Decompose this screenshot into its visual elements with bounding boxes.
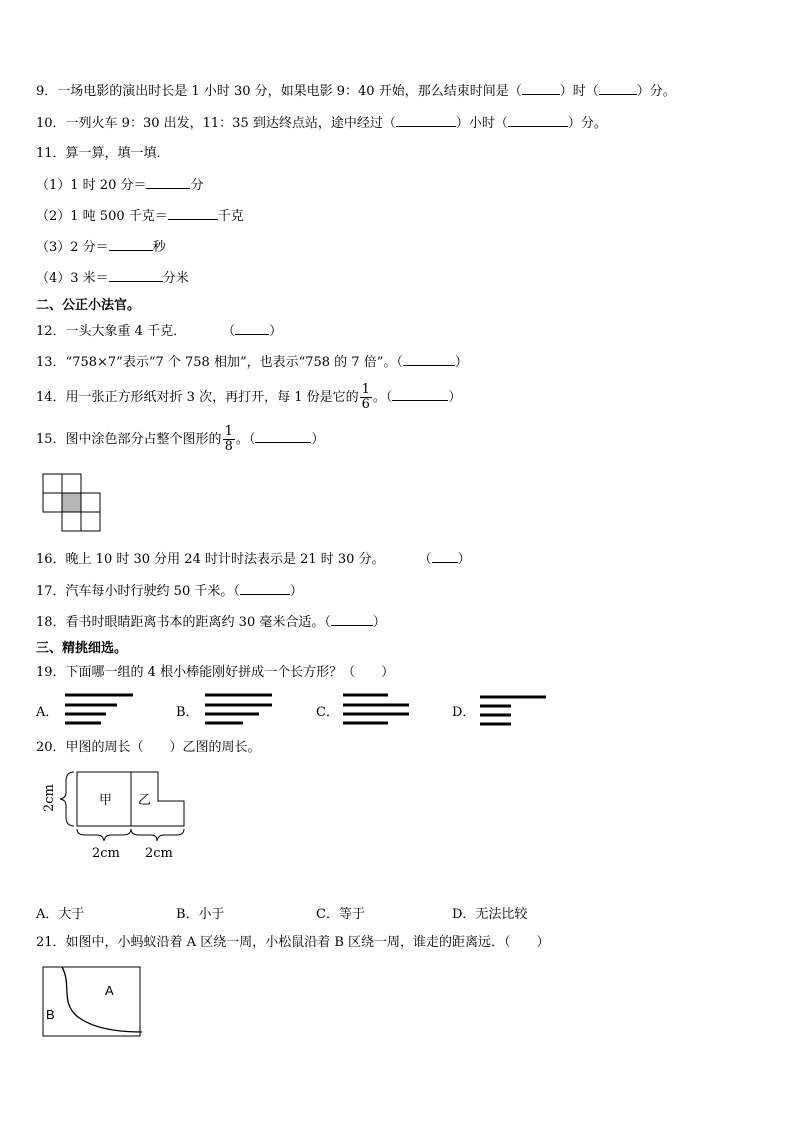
- region-rectangle: [43, 967, 140, 1036]
- question-text: 下面哪一组的 4 根小棒能刚好拼成一个长方形？（ ）: [65, 665, 395, 680]
- option-d[interactable]: D．: [452, 705, 476, 720]
- question-number: 14．: [36, 390, 66, 405]
- option-b[interactable]: B．: [176, 705, 199, 720]
- question-17: 17．汽车每小时行驶约 50 千米。（ ）: [36, 584, 303, 599]
- dimension-height: 2cm: [42, 784, 57, 812]
- question-14: 14．用一张正方形纸对折 3 次，再打开，每 1 份是它的 $\frac{1}{6}$ 。（ ）: [36, 382, 462, 412]
- option-a[interactable]: A．: [36, 705, 59, 720]
- question-15: 15．图中涂色部分占整个图形的 $\frac{1}{8}$ 。（ ）: [36, 424, 325, 454]
- question-number: 9．: [36, 84, 58, 99]
- figure-label-jia: 甲: [99, 793, 113, 808]
- question-text: 如图中，小蚂蚁沿着 A 区绕一周，小松鼠沿着 B 区绕一周，谁走的距离远．（ ）: [65, 935, 550, 950]
- question-text: 一列火车 9：30 出发，11：35 到达终点站，途中经过（: [65, 116, 396, 131]
- region-label-a: A: [105, 983, 114, 998]
- question-text: 看书时眼睛距离书本的距离约 30 毫米合适。（: [65, 615, 331, 630]
- question-text: 一场电影的演出时长是 1 小时 30 分，如果电影 9：40 开始，那么结束时间是（: [57, 84, 522, 99]
- question-number: 20．: [36, 740, 66, 755]
- question-number: 16．: [36, 552, 66, 567]
- question-text: 算一算，填一填．: [65, 146, 170, 161]
- sub-question-4: （4）3 米＝ 分米: [36, 271, 189, 286]
- question-number: 18．: [36, 615, 66, 630]
- question-number: 10．: [36, 116, 66, 131]
- question-12: 12．一头大象重 4 千克． （ ）: [36, 324, 283, 339]
- option-a[interactable]: A．大于: [36, 907, 85, 922]
- question-text: 汽车每小时行驶约 50 千米。（: [65, 584, 240, 599]
- question-10: 10．一列火车 9：30 出发，11：35 到达终点站，途中经过（ ）小时（ ）分。: [36, 116, 607, 131]
- question-text: 一头大象重 4 千克．: [65, 324, 187, 339]
- question-13: 13．“758×7”表示“7 个 758 相加”，也表示“758 的 7 倍”。（ ）: [36, 355, 468, 370]
- question-text: 晚上 10 时 30 分用 24 时计时法表示是 21 时 30 分。: [65, 552, 385, 567]
- fraction: $\frac{1}{6}$: [361, 382, 370, 412]
- question-number: 17．: [36, 584, 66, 599]
- region-curve: [62, 967, 142, 1032]
- question-number: 15．: [36, 432, 66, 447]
- sub-question-2: （2）1 吨 500 千克＝ 千克: [36, 209, 244, 224]
- question-text: “758×7”表示“7 个 758 相加”，也表示“758 的 7 倍”。（: [65, 355, 403, 370]
- question-9: 9．一场电影的演出时长是 1 小时 30 分，如果电影 9：40 开始，那么结束时间是（ ）时（ ）分。: [36, 84, 676, 99]
- sub-question-1: （1）1 时 20 分＝ 分: [36, 178, 204, 193]
- option-d[interactable]: D．无法比较: [452, 907, 528, 922]
- sub-question-3: （3）2 分＝ 秒: [36, 240, 166, 255]
- question-number: 19．: [36, 665, 66, 680]
- question-text: 甲图的周长（ ）乙图的周长。: [65, 740, 261, 755]
- question-18: 18．看书时眼睛距离书本的距离约 30 毫米合适。（ ）: [36, 615, 386, 630]
- option-c[interactable]: C．: [316, 705, 339, 720]
- section-heading-3: 三、精挑细选。: [36, 641, 128, 656]
- option-b[interactable]: B．小于: [176, 907, 225, 922]
- question-number: 12．: [36, 324, 66, 339]
- question-number: 11．: [36, 146, 66, 161]
- question-16: 16．晚上 10 时 30 分用 24 时计时法表示是 21 时 30 分。 （ ）: [36, 552, 471, 567]
- dimension-width-b: 2cm: [145, 846, 173, 861]
- fraction: $\frac{1}{8}$: [224, 424, 233, 454]
- region-label-b: B: [46, 1007, 55, 1022]
- option-c[interactable]: C．等于: [316, 907, 365, 922]
- question-text: 图中涂色部分占整个图形的: [65, 432, 222, 447]
- dimension-width-a: 2cm: [92, 846, 120, 861]
- figure-label-yi: 乙: [138, 793, 152, 808]
- question-number: 21．: [36, 935, 66, 950]
- question-number: 13．: [36, 355, 66, 370]
- section-heading-2: 二、公正小法官。: [36, 298, 141, 313]
- question-text: 用一张正方形纸对折 3 次，再打开，每 1 份是它的: [65, 390, 359, 405]
